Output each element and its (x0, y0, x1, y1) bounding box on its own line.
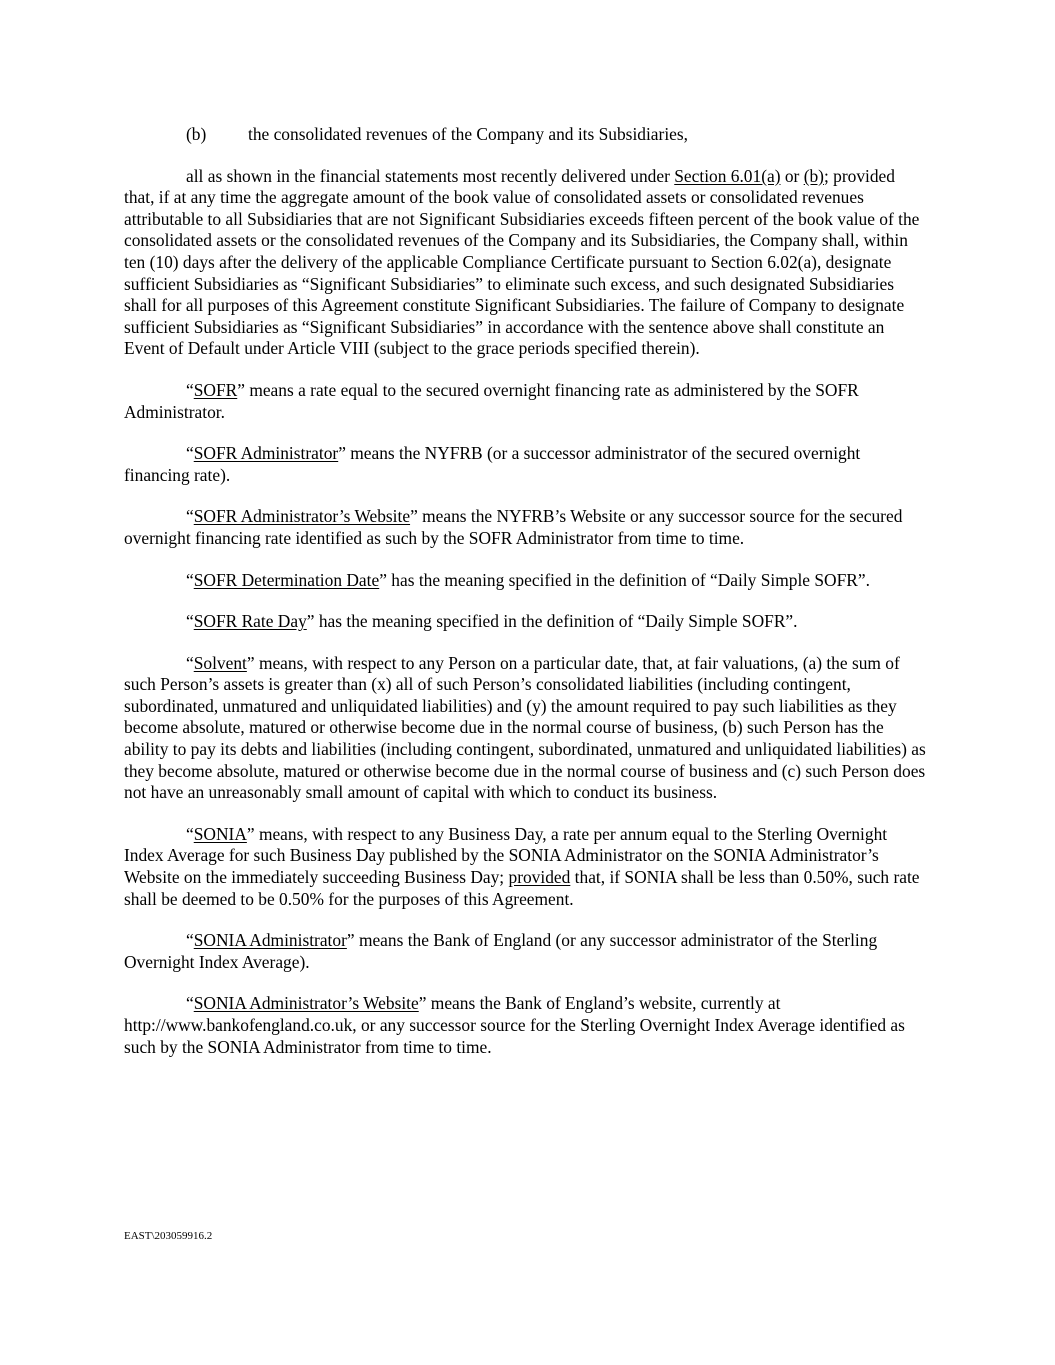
defined-term: SOFR Rate Day (193, 611, 307, 632)
open-quote: “ (186, 569, 194, 590)
section-reference-link[interactable]: Section 6.01(a) (674, 165, 781, 186)
open-quote: “ (186, 930, 194, 951)
definition-body: ” means the NYFRB (or a successor administrator of the secured overnight financing rate). (124, 443, 861, 485)
definition-sofr-administrators-website (124, 506, 926, 549)
continuation-text-end: ; provided that, if at any time the aggregate amount of the book value of consolidated assets or consolidated revenues attributable to all Subsidiaries that are not Significant Subsidiaries exceeds fifteen percent of the book value of the consolidated assets or the consolidated revenues of the Company and its Subsidiaries, the Company shall, within ten (10) days after the delivery of the applicable Compliance Certificate pursuant to Section 6.02(a), designate sufficient Subsidiaries as “Significant Subsidiaries” to eliminate such excess, and such designated Subsidiaries shall for all purposes of this Agreement constitute Significant Subsidiaries. The failure of Company to designate sufficient Subsidiaries as “Significant Subsidiaries” in accordance with the sentence above shall constitute an Event of Default under Article VIII (subject to the grace periods specified therein). (124, 165, 920, 359)
item-text: the consolidated revenues of the Company and its Subsidiaries, (248, 124, 688, 144)
definition-sofr-rate-day (124, 611, 926, 633)
continuation-paragraph (124, 166, 926, 360)
item-marker: (b) (186, 124, 207, 144)
list-item-b (124, 124, 926, 146)
defined-term: SOFR Determination Date (193, 569, 380, 590)
definition-body: ” has the meaning specified in the definition of “Daily Simple SOFR”. (379, 569, 870, 590)
open-quote: “ (186, 823, 194, 844)
definition-sofr-administrator (124, 443, 926, 486)
definition-sofr (124, 380, 926, 423)
defined-term: SOFR Administrator (193, 443, 339, 464)
open-quote: “ (186, 993, 194, 1014)
document-body (124, 124, 926, 1078)
definition-body: ” means the Bank of England’s website, currently at http://www.bankofengland.co.uk, or any successor source for the Sterling Overnight Index Average identified as such by the SONIA Administrator from time to time. (124, 993, 905, 1057)
open-quote: “ (186, 379, 194, 400)
subsection-reference-link[interactable]: (b) (803, 165, 824, 186)
open-quote: “ (186, 443, 194, 464)
definition-sonia-administrator (124, 930, 926, 973)
definition-body: ” means a rate equal to the secured overnight financing rate as administered by the SOFR Administrator. (124, 379, 859, 422)
definition-body: ” means the Bank of England (or any successor administrator of the Sterling Overnight Index Average). (124, 930, 878, 972)
provided-term: provided (508, 867, 571, 888)
definition-body: ” means the NYFRB’s Website or any successor source for the secured overnight financing rate identified as such by the SOFR Administrator from time to time. (124, 506, 903, 548)
open-quote: “ (186, 506, 194, 527)
definition-sofr-determination-date (124, 570, 926, 592)
continuation-text-mid: or (780, 165, 804, 186)
definition-body: ” has the meaning specified in the definition of “Daily Simple SOFR”. (306, 611, 798, 632)
definition-body-end: that, if SONIA shall be less than 0.50%, such rate shall be deemed to be 0.50% for the purposes of this Agreement. (124, 867, 920, 909)
open-quote: “ (186, 611, 194, 632)
defined-term: SONIA (193, 823, 247, 844)
defined-term: SONIA Administrator’s Website (193, 993, 419, 1014)
definition-solvent (124, 653, 926, 804)
defined-term: SOFR Administrator’s Website (193, 506, 411, 527)
defined-term: Solvent (193, 652, 247, 673)
definition-sonia (124, 824, 926, 910)
open-quote: “ (186, 652, 194, 673)
definition-body: ” means, with respect to any Person on a particular date, that, at fair valuations, (a) the sum of such Person’s assets is greater than (x) all of such Person’s consolidated liabilities (including contingent, subordinated, unmatured and unliquidated liabilities) and (y) the amount required to pay such liabilities as they become absolute, matured or otherwise become due in the normal course of business, (b) such Person has the ability to pay its debts and liabilities (including contingent, subordinated, unmatured and unliquidated liabilities) as they become absolute, matured or otherwise become due in the normal course of business and (c) such Person does not have an unreasonably small amount of capital with which to conduct its business. (124, 652, 926, 803)
definition-sonia-administrators-website (124, 993, 926, 1058)
document-footer-id: EAST\203059916.2 (124, 1230, 213, 1242)
definition-body: ” means, with respect to any Business Day, a rate per annum equal to the Sterling Overnight Index Average for such Business Day published by the SONIA Administrator on the SONIA Administrator’s Website on the immediately succeeding Business Day; (124, 823, 888, 888)
defined-term: SONIA Administrator (193, 930, 347, 951)
defined-term: SOFR (193, 379, 238, 400)
continuation-text-start: all as shown in the financial statements most recently delivered under (186, 165, 675, 186)
